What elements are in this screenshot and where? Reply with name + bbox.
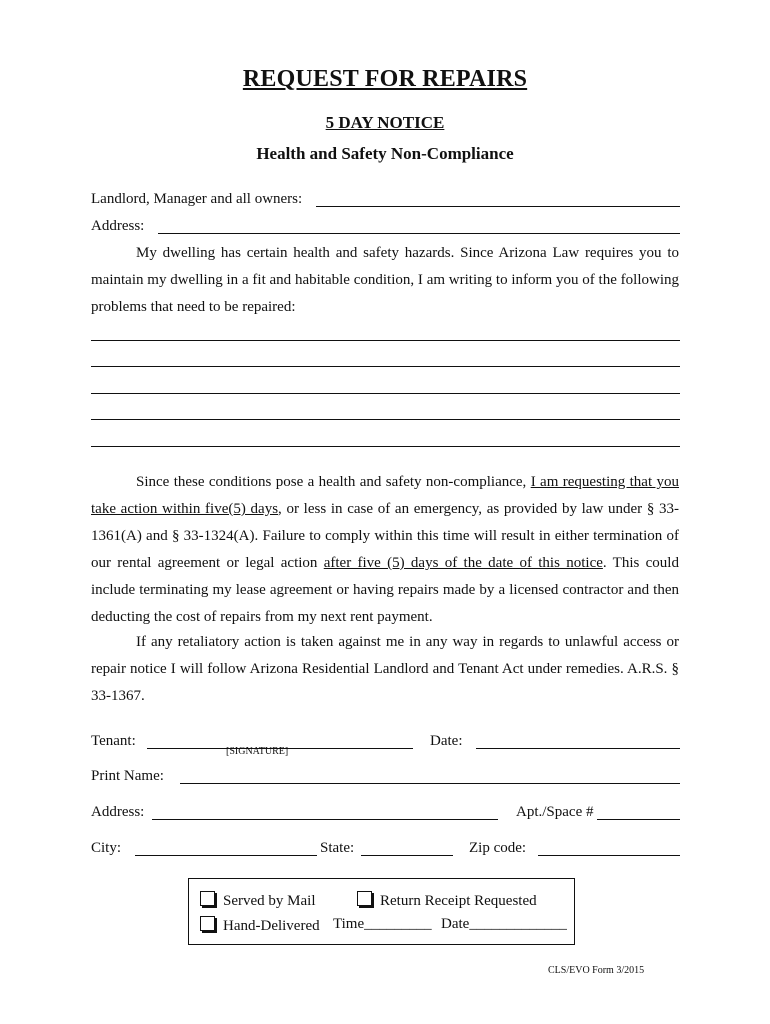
request-paragraph — [91, 469, 679, 631]
date-field[interactable] — [476, 748, 680, 749]
hand-delivered-option[interactable] — [200, 916, 320, 935]
problem-line[interactable] — [91, 419, 680, 420]
intro-paragraph: My dwelling has certain health and safety hazards. Since Arizona Law requires you to maintain my dwelling in a fit and habitable condition, I am writing to inform you of the following problems that need to be repaired: — [91, 245, 679, 315]
city-label: City: — [91, 840, 122, 856]
landlord-field[interactable] — [316, 206, 680, 207]
served-by-mail-label: Served by Mail — [223, 893, 316, 909]
signature-caption: [SIGNATURE] — [226, 746, 289, 757]
apt-field[interactable] — [597, 819, 680, 820]
hand-delivered-label: Hand-Delivered — [223, 918, 320, 934]
request-text-1: Since these conditions pose a health and safety non-compliance, — [136, 474, 531, 490]
checkbox-icon[interactable] — [200, 916, 215, 931]
landlord-label: Landlord, Manager and all owners: — [91, 191, 303, 207]
form-title: REQUEST FOR REPAIRS — [242, 66, 528, 92]
request-underlined-1: I am requesting that you take action within five(5) days — [91, 474, 679, 517]
city-field[interactable] — [135, 855, 317, 856]
request-text-2: , or less in case of an emergency, as provided by law under § 33-1361(A) and § 33-1324(A). Failure to comply within this time will result in either termination of our rental agreement or legal action — [91, 501, 680, 571]
address-field[interactable] — [158, 233, 680, 234]
zip-field[interactable] — [538, 855, 680, 856]
print-name-label: Print Name: — [91, 768, 164, 784]
delivery-time-field[interactable]: Time_________ — [333, 916, 432, 932]
problem-line[interactable] — [91, 340, 680, 341]
request-underlined-2: after five (5) days of the date of this notice — [323, 555, 603, 571]
problem-line[interactable] — [91, 366, 680, 367]
return-receipt-label: Return Receipt Requested — [380, 893, 537, 909]
delivery-date-field[interactable]: Date_____________ — [441, 916, 567, 932]
tenant-label: Tenant: — [91, 733, 136, 749]
zip-label: Zip code: — [469, 840, 527, 856]
problem-line[interactable] — [91, 393, 680, 394]
checkbox-icon[interactable] — [357, 891, 372, 906]
retaliation-paragraph: If any retaliatory action is taken against me in any way in regards to unlawful access or repair notice I will follow Arizona Residential Landlord and Tenant Act under remedies. A.R.S. § 33-1367. — [91, 634, 679, 704]
tenant-address-label: Address: — [91, 804, 145, 820]
problem-line[interactable] — [91, 446, 680, 447]
date-label: Date: — [430, 733, 463, 749]
state-label: State: — [320, 840, 355, 856]
request-text-3: . This could include terminating my lease agreement or having repairs made by a licensed contractor and then deducting the cost of repairs from my next rent payment. — [91, 555, 679, 625]
state-field[interactable] — [361, 855, 453, 856]
tenant-address-field[interactable] — [152, 819, 498, 820]
form-footer: CLS/EVO Form 3/2015 — [548, 965, 645, 976]
checkbox-icon[interactable] — [200, 891, 215, 906]
notice-heading: 5 DAY NOTICE — [325, 113, 445, 132]
print-name-field[interactable] — [180, 783, 680, 784]
apt-label: Apt./Space # — [516, 804, 594, 820]
return-receipt-option[interactable] — [357, 891, 537, 910]
form-subtitle: Health and Safety Non-Compliance — [256, 144, 514, 163]
served-by-mail-option[interactable] — [200, 891, 315, 910]
address-label: Address: — [91, 218, 145, 234]
